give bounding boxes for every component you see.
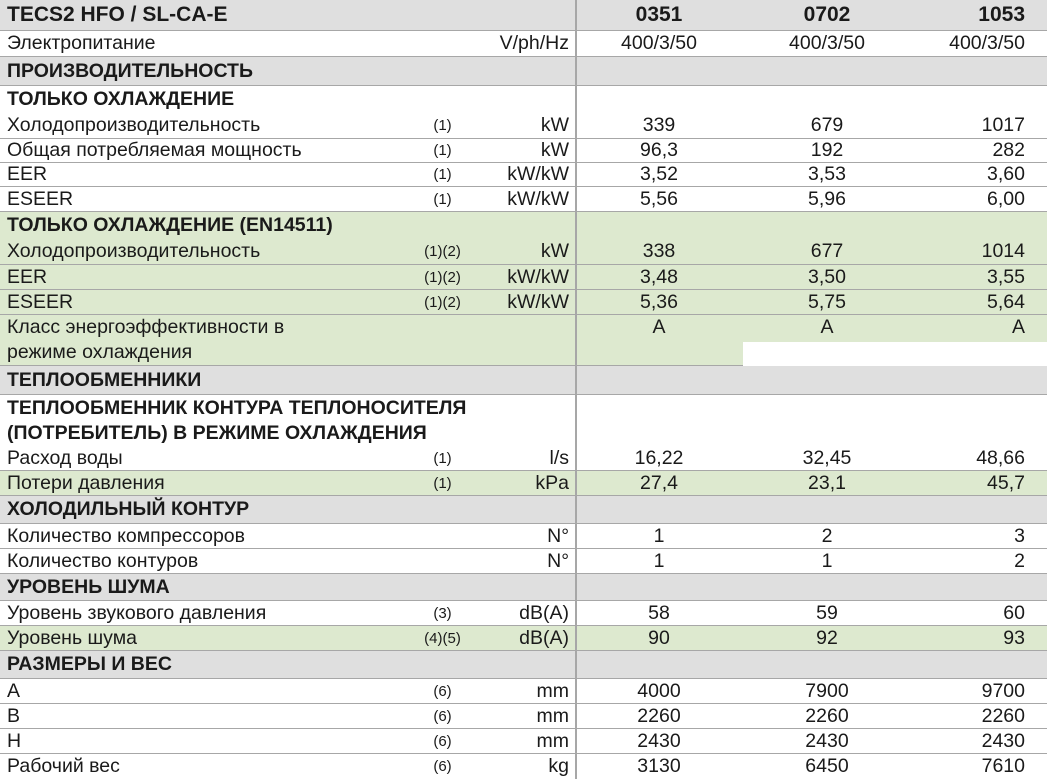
row-label: Рабочий вес	[7, 755, 120, 777]
table-row	[0, 265, 1047, 290]
row-label: ESEER	[7, 187, 74, 210]
value-0351: 3130	[637, 755, 681, 777]
section-heading	[0, 651, 1047, 679]
table-row	[0, 704, 1047, 729]
value-0702: 679	[810, 114, 844, 136]
row-note: (1)(2)	[424, 243, 461, 260]
subsection-heading	[0, 395, 1047, 446]
section-heading	[0, 574, 1047, 601]
row-note: (3)	[433, 604, 452, 622]
model-0702-header: 0702	[803, 3, 851, 26]
blank-patch	[743, 342, 1047, 366]
value-0702: 92	[816, 626, 838, 649]
row-note: (1)	[433, 449, 452, 467]
row-note: (6)	[433, 707, 452, 725]
table-row	[0, 187, 1047, 212]
table-row	[0, 754, 1047, 779]
value-0351: 5,36	[640, 290, 678, 313]
value-1053: 400/3/50	[949, 32, 1025, 54]
subsection-title-line2: (ПОТРЕБИТЕЛЬ) В РЕЖИМЕ ОХЛАЖДЕНИЯ	[7, 421, 427, 444]
value-0351: 339	[642, 114, 676, 136]
row-label: Общая потребляемая мощность	[7, 139, 302, 161]
value-0351: 58	[648, 601, 670, 624]
row-label: ESEER	[7, 290, 74, 313]
value-0351: 3,48	[640, 265, 678, 288]
value-1053: A	[1011, 316, 1025, 338]
row-unit: kPa	[535, 471, 569, 494]
section-title: ХОЛОДИЛЬНЫЙ КОНТУР	[7, 498, 250, 520]
table-row	[0, 679, 1047, 704]
value-1053: 2430	[981, 729, 1025, 752]
value-1053: 2	[1014, 549, 1025, 572]
value-0702: A	[820, 316, 834, 338]
model-1053-header: 1053	[978, 3, 1025, 26]
subsection-heading	[0, 212, 1047, 239]
section-heading	[0, 366, 1047, 395]
row-label: Количество контуров	[7, 549, 199, 572]
row-label: H	[7, 729, 22, 752]
value-1053: 1014	[981, 240, 1025, 262]
row-label: Холодопроизводительность	[7, 114, 261, 136]
value-1053: 3	[1014, 524, 1025, 547]
row-label-line1: Класс энергоэффективности в	[7, 316, 285, 338]
table-row	[0, 549, 1047, 574]
value-0702: 1	[821, 549, 833, 572]
value-1053: 7610	[981, 755, 1025, 777]
table-row	[0, 446, 1047, 471]
row-note: (1)	[433, 190, 452, 208]
section-title: РАЗМЕРЫ И ВЕС	[7, 653, 172, 675]
row-unit: kW/kW	[507, 265, 569, 288]
row-label: Уровень шума	[7, 626, 137, 649]
value-1053: 9700	[981, 679, 1025, 702]
value-1053: 48,66	[976, 446, 1025, 469]
row-label-line2: режиме охлаждения	[7, 341, 193, 363]
subsection-heading	[0, 86, 1047, 113]
value-0702: 3,53	[808, 163, 846, 185]
value-0702: 59	[816, 601, 838, 624]
section-title: ПРОИЗВОДИТЕЛЬНОСТЬ	[7, 59, 253, 82]
row-unit: kW	[540, 114, 569, 136]
value-0702: 3,50	[808, 265, 846, 288]
value-0351: 5,56	[640, 187, 678, 210]
value-0702: 400/3/50	[789, 32, 865, 54]
row-unit: dB(A)	[519, 601, 569, 624]
value-0351: 96,3	[640, 139, 678, 161]
row-label: Холодопроизводительность	[7, 240, 261, 262]
table-row	[0, 139, 1047, 163]
row-label: EER	[7, 265, 48, 288]
table-row-energy-class	[0, 315, 1047, 366]
table-row	[0, 626, 1047, 651]
value-1053: 6,00	[987, 187, 1025, 210]
row-label: A	[7, 679, 21, 702]
model-series-title: TECS2 HFO / SL-CA-E	[7, 3, 228, 26]
row-unit: N°	[547, 524, 569, 547]
value-0702: 2	[821, 524, 833, 547]
row-unit: mm	[536, 729, 569, 752]
table-row	[0, 31, 1047, 57]
row-note: (1)	[433, 166, 452, 183]
value-0351: 90	[648, 626, 670, 649]
row-unit: dB(A)	[519, 626, 569, 649]
row-unit: kg	[548, 755, 569, 777]
subsection-title: ТОЛЬКО ОХЛАЖДЕНИЕ (EN14511)	[7, 214, 333, 236]
value-0702: 2430	[805, 729, 849, 752]
value-1053: 5,64	[987, 290, 1025, 313]
value-1053: 60	[1003, 601, 1025, 624]
row-label: EER	[7, 163, 48, 185]
row-note: (6)	[433, 732, 452, 750]
row-note: (1)(2)	[424, 293, 461, 311]
row-unit: kW/kW	[507, 187, 569, 210]
value-0351: 2260	[637, 704, 681, 727]
value-0702: 677	[810, 240, 844, 262]
value-0702: 32,45	[802, 446, 852, 469]
value-0702: 5,96	[808, 187, 846, 210]
table-row	[0, 601, 1047, 626]
value-0351: 1	[653, 524, 665, 547]
value-0351: 4000	[637, 679, 681, 702]
value-0702: 7900	[805, 679, 849, 702]
value-0702: 192	[810, 139, 844, 161]
table-row	[0, 113, 1047, 139]
value-0351: 3,52	[640, 163, 678, 185]
value-0351: 338	[642, 240, 676, 262]
section-title: ТЕПЛООБМЕННИКИ	[7, 368, 202, 391]
row-unit: kW	[540, 139, 569, 161]
row-note: (1)	[433, 117, 452, 134]
row-unit: mm	[536, 704, 569, 727]
row-label: Расход воды	[7, 446, 123, 469]
model-0351-header: 0351	[635, 3, 683, 26]
table-row	[0, 524, 1047, 549]
row-label: Потери давления	[7, 471, 165, 494]
value-0702: 5,75	[808, 290, 846, 313]
column-divider	[575, 0, 577, 779]
value-1053: 93	[1003, 626, 1025, 649]
subsection-title-line1: ТЕПЛООБМЕННИК КОНТУРА ТЕПЛОНОСИТЕЛЯ	[7, 396, 467, 419]
table-row	[0, 471, 1047, 496]
value-0351: 2430	[637, 729, 681, 752]
value-0702: 23,1	[808, 471, 846, 494]
table-row	[0, 729, 1047, 754]
value-1053: 2260	[981, 704, 1025, 727]
row-label: B	[7, 704, 21, 727]
value-0351: 16,22	[634, 446, 684, 469]
section-heading	[0, 496, 1047, 524]
value-1053: 282	[992, 139, 1025, 161]
row-note: (4)(5)	[424, 629, 461, 647]
row-note: (6)	[433, 682, 452, 700]
subsection-title	[0, 395, 467, 446]
value-0351: 1	[653, 549, 665, 572]
value-1053: 3,60	[987, 163, 1025, 185]
energy-class-label	[0, 315, 405, 365]
section-title: УРОВЕНЬ ШУМА	[7, 575, 170, 598]
row-note: (1)	[433, 474, 452, 492]
row-label: Электропитание	[7, 32, 156, 54]
row-unit: mm	[536, 679, 569, 702]
row-label: Уровень звукового давления	[7, 601, 267, 624]
value-0351: 27,4	[640, 471, 678, 494]
section-heading	[0, 57, 1047, 86]
row-unit: kW	[540, 240, 569, 262]
value-0351: A	[652, 316, 666, 338]
table-row	[0, 163, 1047, 187]
value-1053: 3,55	[987, 265, 1025, 288]
row-unit: kW/kW	[507, 163, 569, 185]
subsection-title: ТОЛЬКО ОХЛАЖДЕНИЕ	[7, 88, 235, 110]
row-note: (1)	[433, 142, 452, 159]
table-row	[0, 290, 1047, 315]
row-unit: kW/kW	[507, 290, 569, 313]
value-1053: 1017	[981, 114, 1025, 136]
row-unit: V/ph/Hz	[499, 32, 569, 54]
value-0351: 400/3/50	[621, 32, 697, 54]
value-0702: 6450	[805, 755, 849, 777]
row-unit: l/s	[549, 446, 569, 469]
table-row	[0, 239, 1047, 265]
row-note: (6)	[433, 758, 452, 775]
row-label: Количество компрессоров	[7, 524, 245, 547]
table-header	[0, 0, 1047, 31]
value-0702: 2260	[805, 704, 849, 727]
row-unit: N°	[547, 549, 569, 572]
value-1053: 45,7	[987, 471, 1025, 494]
row-note: (1)(2)	[424, 268, 461, 286]
